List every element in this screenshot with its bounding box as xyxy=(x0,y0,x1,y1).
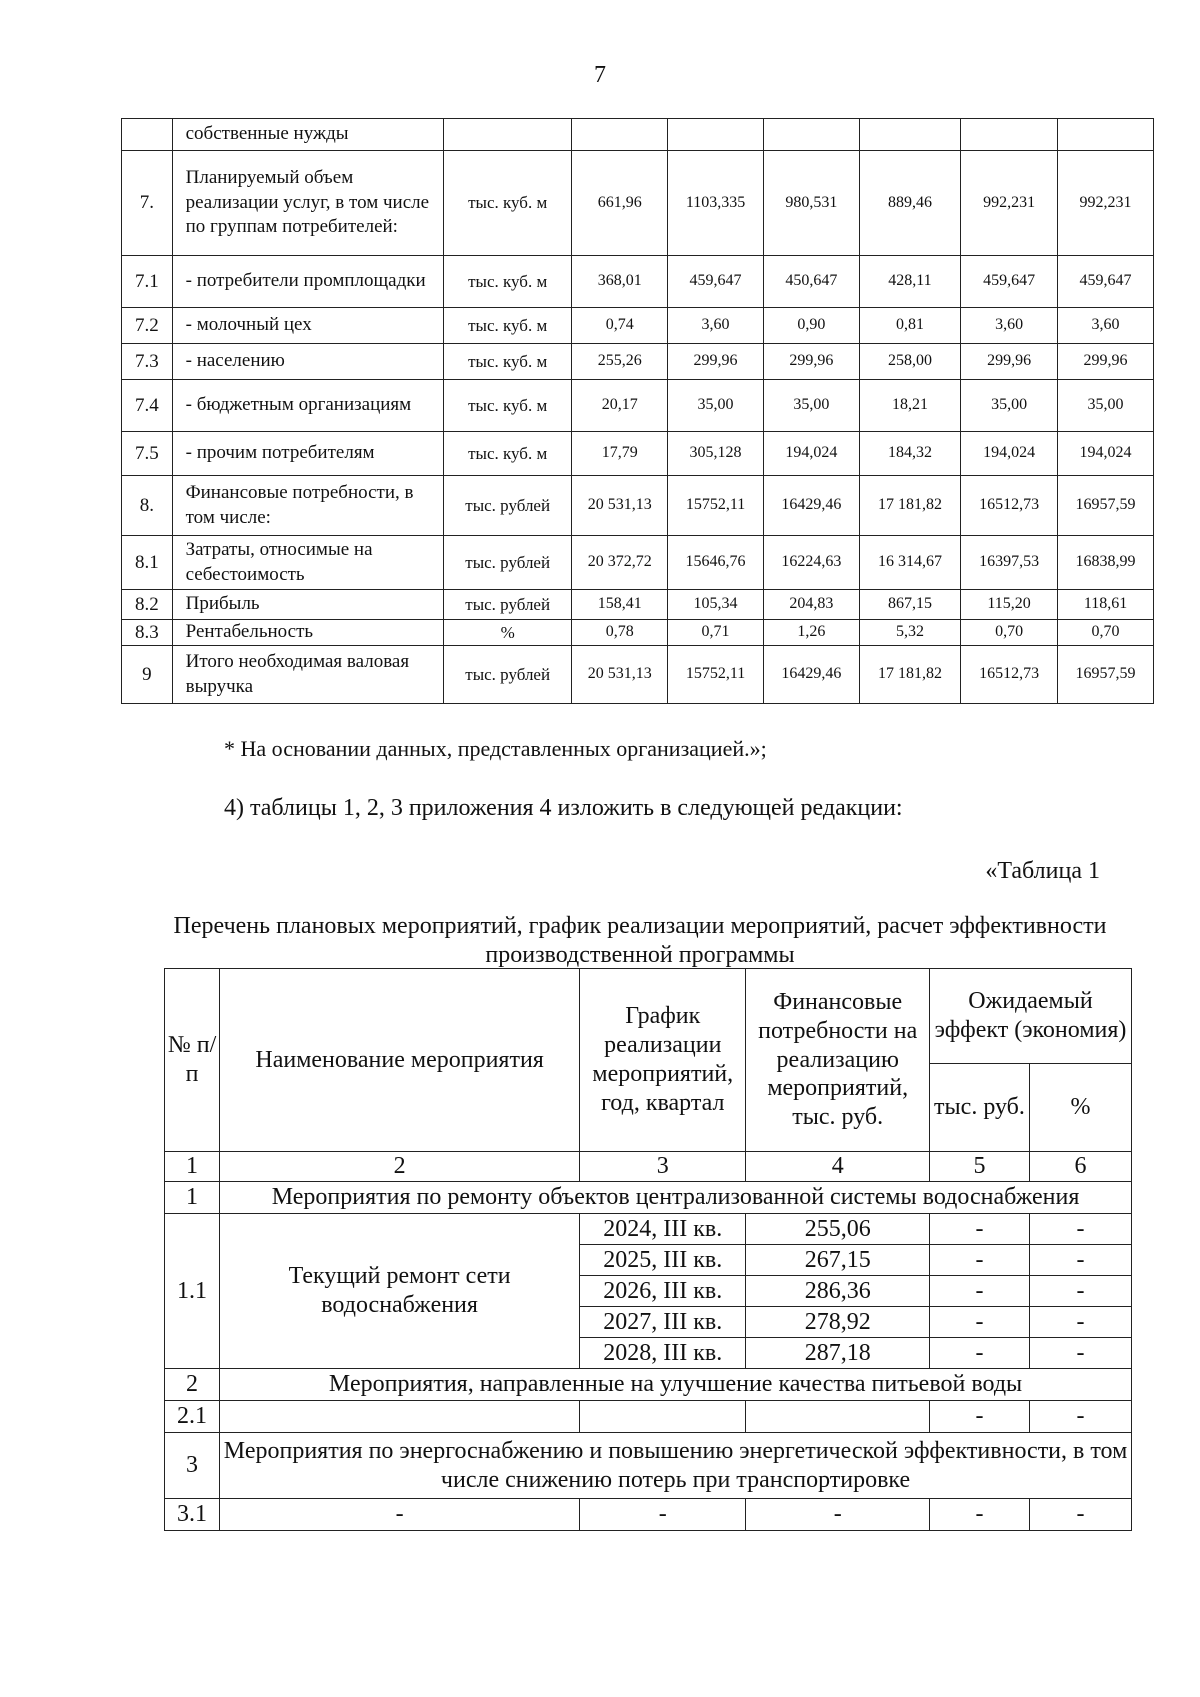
header-effect: Ожидаемый эффект (экономия) xyxy=(930,969,1132,1064)
table-row xyxy=(122,308,1154,344)
value-cell: 3,60 xyxy=(668,308,764,344)
value-cell: 459,647 xyxy=(961,256,1058,308)
value-cell: 0,78 xyxy=(572,620,668,646)
value-cell: 992,231 xyxy=(1058,151,1154,256)
finance-cell: 267,15 xyxy=(746,1245,930,1276)
effect-rub-cell: - xyxy=(930,1245,1030,1276)
effect-pct-cell: - xyxy=(1029,1338,1131,1369)
row-number: 7.3 xyxy=(122,344,173,380)
value-cell: 16 314,67 xyxy=(859,536,960,590)
value-cell: 184,32 xyxy=(859,432,960,476)
indicator-name: собственные нужды xyxy=(172,119,443,151)
column-number: 5 xyxy=(930,1152,1030,1182)
effect-pct-cell: - xyxy=(1029,1245,1131,1276)
row-number xyxy=(122,119,173,151)
section-title: Мероприятия по ремонту объектов централизованной системы водоснабжения xyxy=(220,1182,1132,1214)
indicator-name: Финансовые потребности, в том числе: xyxy=(172,476,443,536)
value-cell: 158,41 xyxy=(572,590,668,620)
header-effect-pct: % xyxy=(1029,1064,1131,1152)
value-cell: 18,21 xyxy=(859,380,960,432)
value-cell: 35,00 xyxy=(1058,380,1154,432)
value-cell: 15752,11 xyxy=(668,646,764,704)
schedule-cell: 2028, III кв. xyxy=(580,1338,746,1369)
indicator-name: - молочный цех xyxy=(172,308,443,344)
unit-cell: тыс. куб. м xyxy=(444,344,572,380)
row-number: 7. xyxy=(122,151,173,256)
value-cell: 115,20 xyxy=(961,590,1058,620)
instruction-text: 4) таблицы 1, 2, 3 приложения 4 изложить в следующей редакции: xyxy=(224,795,903,821)
activities-table xyxy=(164,968,1132,1531)
value-cell: 194,024 xyxy=(1058,432,1154,476)
unit-cell: % xyxy=(444,620,572,646)
value-cell: 0,71 xyxy=(668,620,764,646)
item-number: 2.1 xyxy=(165,1401,220,1433)
header-name: Наименование мероприятия xyxy=(220,969,580,1152)
header-finance: Финансовые потребности на реализацию мероприятий, тыс. руб. xyxy=(746,969,930,1152)
production-program-table xyxy=(121,118,1154,704)
indicator-name: Планируемый объем реализации услуг, в том числе по группам потребителей: xyxy=(172,151,443,256)
value-cell: 867,15 xyxy=(859,590,960,620)
finance-cell: - xyxy=(746,1499,930,1531)
value-cell: 1,26 xyxy=(763,620,859,646)
table-row xyxy=(122,380,1154,432)
value-cell: 299,96 xyxy=(961,344,1058,380)
value-cell: 992,231 xyxy=(961,151,1058,256)
value-cell: 1103,335 xyxy=(668,151,764,256)
value-cell: 35,00 xyxy=(668,380,764,432)
indicator-name: Затраты, относимые на себестоимость xyxy=(172,536,443,590)
value-cell: 3,60 xyxy=(1058,308,1154,344)
value-cell xyxy=(961,119,1058,151)
column-number: 6 xyxy=(1029,1152,1131,1182)
indicator-name: - прочим потребителям xyxy=(172,432,443,476)
unit-cell: тыс. куб. м xyxy=(444,308,572,344)
table-row xyxy=(122,256,1154,308)
table-row xyxy=(122,536,1154,590)
row-number: 7.5 xyxy=(122,432,173,476)
effect-rub-cell: - xyxy=(930,1499,1030,1531)
value-cell: 15752,11 xyxy=(668,476,764,536)
value-cell: 255,26 xyxy=(572,344,668,380)
column-number: 2 xyxy=(220,1152,580,1182)
table-label: «Таблица 1 xyxy=(985,858,1100,884)
section-title: Мероприятия, направленные на улучшение качества питьевой воды xyxy=(220,1369,1132,1401)
effect-rub-cell: - xyxy=(930,1214,1030,1245)
value-cell: 5,32 xyxy=(859,620,960,646)
value-cell: 16224,63 xyxy=(763,536,859,590)
value-cell: 15646,76 xyxy=(668,536,764,590)
value-cell: 428,11 xyxy=(859,256,960,308)
unit-cell: тыс. рублей xyxy=(444,590,572,620)
value-cell: 0,70 xyxy=(961,620,1058,646)
value-cell: 16429,46 xyxy=(763,646,859,704)
value-cell: 194,024 xyxy=(961,432,1058,476)
schedule-cell: 2025, III кв. xyxy=(580,1245,746,1276)
column-number: 4 xyxy=(746,1152,930,1182)
value-cell: 16838,99 xyxy=(1058,536,1154,590)
row-number: 7.1 xyxy=(122,256,173,308)
value-cell: 118,61 xyxy=(1058,590,1154,620)
effect-rub-cell: - xyxy=(930,1307,1030,1338)
value-cell: 0,74 xyxy=(572,308,668,344)
footnote: * На основании данных, представленных организацией.»; xyxy=(224,736,767,761)
item-name: - xyxy=(220,1499,580,1531)
schedule-cell: 2026, III кв. xyxy=(580,1276,746,1307)
unit-cell: тыс. рублей xyxy=(444,476,572,536)
finance-cell: 287,18 xyxy=(746,1338,930,1369)
item-name: Текущий ремонт сети водоснабжения xyxy=(220,1214,580,1369)
section-number: 1 xyxy=(165,1182,220,1214)
value-cell: 16512,73 xyxy=(961,476,1058,536)
value-cell: 204,83 xyxy=(763,590,859,620)
value-cell: 3,60 xyxy=(961,308,1058,344)
value-cell: 368,01 xyxy=(572,256,668,308)
value-cell: 299,96 xyxy=(763,344,859,380)
value-cell: 16397,53 xyxy=(961,536,1058,590)
header-schedule: График реализации мероприятий, год, квартал xyxy=(580,969,746,1152)
finance-cell: 286,36 xyxy=(746,1276,930,1307)
value-cell xyxy=(1058,119,1154,151)
value-cell: 35,00 xyxy=(763,380,859,432)
value-cell: 105,34 xyxy=(668,590,764,620)
unit-cell: тыс. куб. м xyxy=(444,151,572,256)
indicator-name: - населению xyxy=(172,344,443,380)
table-row xyxy=(122,344,1154,380)
table-row xyxy=(122,119,1154,151)
page-number: 7 xyxy=(594,62,606,88)
item-number: 3.1 xyxy=(165,1499,220,1531)
row-number: 8.2 xyxy=(122,590,173,620)
value-cell: 17,79 xyxy=(572,432,668,476)
column-number: 1 xyxy=(165,1152,220,1182)
unit-cell: тыс. куб. м xyxy=(444,256,572,308)
unit-cell: тыс. куб. м xyxy=(444,380,572,432)
value-cell: 0,70 xyxy=(1058,620,1154,646)
table-row xyxy=(122,151,1154,256)
value-cell: 20 372,72 xyxy=(572,536,668,590)
value-cell: 459,647 xyxy=(1058,256,1154,308)
value-cell: 980,531 xyxy=(763,151,859,256)
indicator-name: Прибыль xyxy=(172,590,443,620)
effect-pct-cell: - xyxy=(1029,1307,1131,1338)
section-number: 3 xyxy=(165,1433,220,1499)
table-row xyxy=(122,646,1154,704)
value-cell: 35,00 xyxy=(961,380,1058,432)
value-cell: 258,00 xyxy=(859,344,960,380)
value-cell: 17 181,82 xyxy=(859,646,960,704)
table-row xyxy=(122,476,1154,536)
value-cell: 17 181,82 xyxy=(859,476,960,536)
value-cell: 299,96 xyxy=(1058,344,1154,380)
header-effect-rub: тыс. руб. xyxy=(930,1064,1030,1152)
unit-cell: тыс. куб. м xyxy=(444,432,572,476)
value-cell: 20 531,13 xyxy=(572,646,668,704)
table-row xyxy=(122,432,1154,476)
row-number: 7.4 xyxy=(122,380,173,432)
effect-rub-cell: - xyxy=(930,1276,1030,1307)
value-cell: 0,90 xyxy=(763,308,859,344)
value-cell: 0,81 xyxy=(859,308,960,344)
row-number: 8. xyxy=(122,476,173,536)
table-row xyxy=(122,590,1154,620)
value-cell: 194,024 xyxy=(763,432,859,476)
value-cell: 20,17 xyxy=(572,380,668,432)
value-cell: 299,96 xyxy=(668,344,764,380)
value-cell: 889,46 xyxy=(859,151,960,256)
section-number: 2 xyxy=(165,1369,220,1401)
row-number: 9 xyxy=(122,646,173,704)
effect-pct-cell: - xyxy=(1029,1401,1131,1433)
table-title: Перечень плановых мероприятий, график реализации мероприятий, расчет эффективности производственной программы xyxy=(173,913,1107,968)
value-cell: 450,647 xyxy=(763,256,859,308)
unit-cell: тыс. рублей xyxy=(444,536,572,590)
value-cell: 305,128 xyxy=(668,432,764,476)
value-cell xyxy=(572,119,668,151)
indicator-name: - бюджетным организациям xyxy=(172,380,443,432)
row-number: 8.3 xyxy=(122,620,173,646)
unit-cell: тыс. рублей xyxy=(444,646,572,704)
value-cell: 16957,59 xyxy=(1058,646,1154,704)
item-number: 1.1 xyxy=(165,1214,220,1369)
indicator-name: Итого необходимая валовая выручка xyxy=(172,646,443,704)
schedule-cell: 2027, III кв. xyxy=(580,1307,746,1338)
indicator-name: - потребители промплощадки xyxy=(172,256,443,308)
row-number: 7.2 xyxy=(122,308,173,344)
effect-rub-cell: - xyxy=(930,1401,1030,1433)
effect-rub-cell: - xyxy=(930,1338,1030,1369)
finance-cell: 278,92 xyxy=(746,1307,930,1338)
schedule-cell: - xyxy=(580,1499,746,1531)
value-cell xyxy=(668,119,764,151)
column-number: 3 xyxy=(580,1152,746,1182)
value-cell: 459,647 xyxy=(668,256,764,308)
value-cell: 16512,73 xyxy=(961,646,1058,704)
row-number: 8.1 xyxy=(122,536,173,590)
item-name xyxy=(220,1401,580,1433)
header-num: № п/п xyxy=(165,969,220,1152)
value-cell: 661,96 xyxy=(572,151,668,256)
value-cell: 20 531,13 xyxy=(572,476,668,536)
table-row xyxy=(122,620,1154,646)
effect-pct-cell: - xyxy=(1029,1276,1131,1307)
value-cell: 16957,59 xyxy=(1058,476,1154,536)
schedule-cell xyxy=(580,1401,746,1433)
finance-cell xyxy=(746,1401,930,1433)
value-cell: 16429,46 xyxy=(763,476,859,536)
unit-cell xyxy=(444,119,572,151)
finance-cell: 255,06 xyxy=(746,1214,930,1245)
value-cell xyxy=(763,119,859,151)
section-title: Мероприятия по энергоснабжению и повышению энергетической эффективности, в том числе снижению потерь при транспортировке xyxy=(220,1433,1132,1499)
indicator-name: Рентабельность xyxy=(172,620,443,646)
effect-pct-cell: - xyxy=(1029,1499,1131,1531)
schedule-cell: 2024, III кв. xyxy=(580,1214,746,1245)
effect-pct-cell: - xyxy=(1029,1214,1131,1245)
value-cell xyxy=(859,119,960,151)
